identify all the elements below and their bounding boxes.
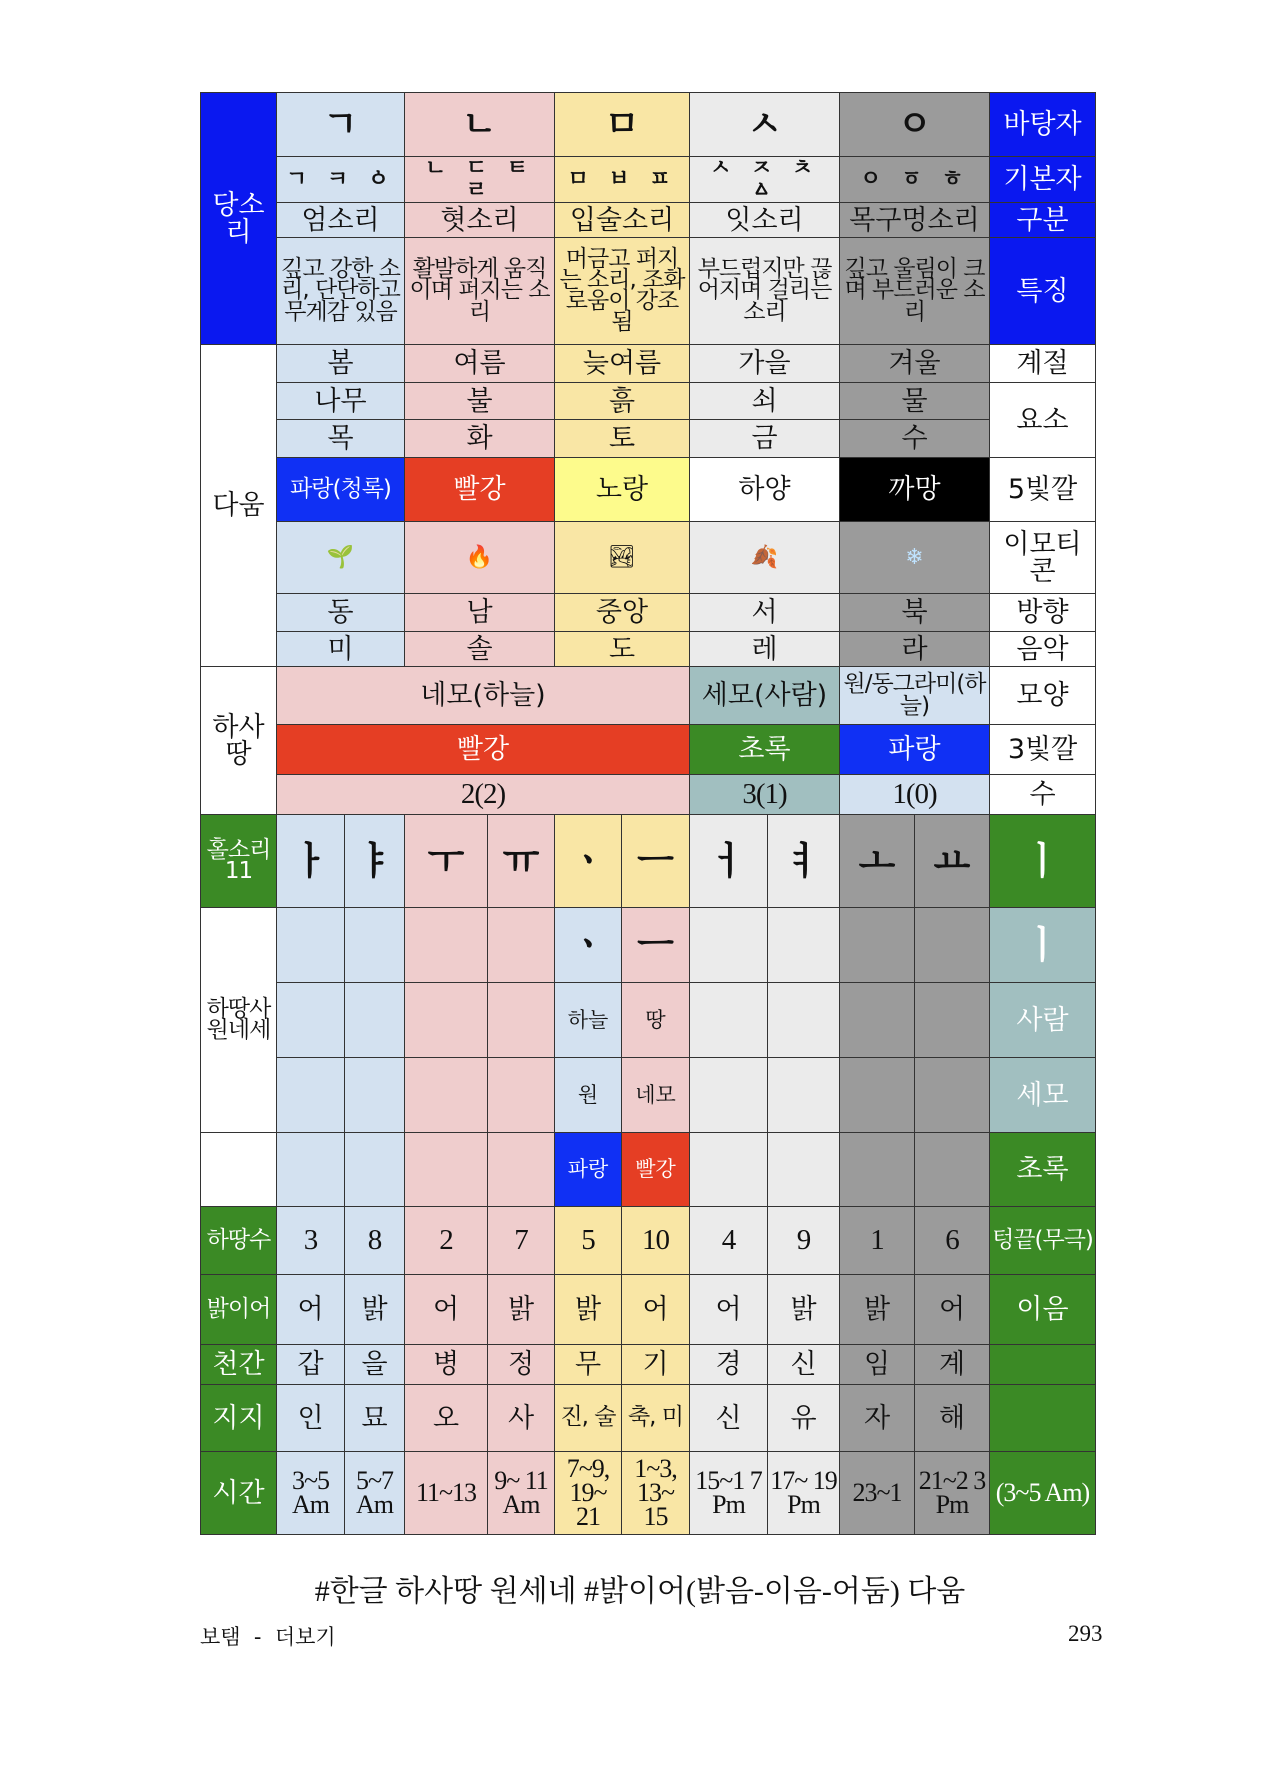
element-hanja-cell: 화 (405, 420, 555, 458)
empty-cell (277, 908, 345, 983)
number-cell: 6 (915, 1207, 990, 1275)
color-swatch-cell: 노랑 (555, 458, 690, 522)
snowflake-icon: ❄ (840, 522, 990, 594)
empty-cell (488, 1133, 555, 1207)
section-label-holsori: 홀소리 11 (200, 815, 277, 908)
element-hanja-cell: 목 (277, 420, 405, 458)
music-note-cell: 도 (555, 632, 690, 667)
empty-cell (840, 1058, 915, 1133)
three-color-cell: 초록 (690, 725, 840, 775)
empty-cell (915, 983, 990, 1058)
empty-cell (915, 908, 990, 983)
music-note-cell: 솔 (405, 632, 555, 667)
season-cell: 늦여름 (555, 345, 690, 383)
vowel-i-cell: ㅣ (990, 815, 1096, 908)
row-label-batangja: 바탕자 (990, 92, 1096, 157)
seedling-icon: 🌱 (277, 522, 405, 594)
gubun-cell: 혓소리 (405, 203, 555, 238)
teukjing-cell: 머금고 퍼지는 소리, 조화로움이 강조됨 (555, 238, 690, 345)
vowel-cell: ㅜ (405, 815, 488, 908)
vowel-i-person-cell: ㅣ (990, 908, 1096, 983)
gubun-cell: 잇소리 (690, 203, 840, 238)
element-hanja-cell: 금 (690, 420, 840, 458)
number-cell: 7 (488, 1207, 555, 1275)
time-cell: 1~3, 13~ 15 (622, 1452, 690, 1535)
shape-cell: 원/동그라미(하늘) (840, 667, 990, 725)
heavenly-stem-cell: 갑 (277, 1345, 345, 1385)
earthly-branch-cell: 묘 (345, 1385, 405, 1452)
batangja-cell: ㅁ (555, 92, 690, 157)
balgieo-cell: 어 (690, 1275, 768, 1345)
row-label-gubun: 구분 (990, 203, 1096, 238)
season-cell: 여름 (405, 345, 555, 383)
empty-cell (690, 983, 768, 1058)
earthly-branch-cell: 신 (690, 1385, 768, 1452)
row-label-bitkkal3: 3빛깔 (990, 725, 1096, 775)
row-label-gibonja: 기본자 (990, 157, 1096, 203)
three-color-cell: 빨강 (277, 725, 690, 775)
row-label-su: 수 (990, 775, 1096, 815)
balgieo-cell: 어 (622, 1275, 690, 1345)
heavenly-stem-cell: 경 (690, 1345, 768, 1385)
heavenly-stem-cell: 기 (622, 1345, 690, 1385)
row-label-chorok: 초록 (990, 1133, 1096, 1207)
empty-cell (690, 908, 768, 983)
row-label-saram: 사람 (990, 983, 1096, 1058)
empty-cell (488, 1058, 555, 1133)
national-park-icon: 🏞 (555, 522, 690, 594)
balgieo-cell: 밝 (555, 1275, 622, 1345)
heavenly-stem-cell: 신 (768, 1345, 840, 1385)
vowel-cell: ㅓ (690, 815, 768, 908)
number-cell: 5 (555, 1207, 622, 1275)
row-label-teonggeut: 텅끝(무극) (990, 1207, 1096, 1275)
square-shape-cell: 네모 (622, 1058, 690, 1133)
section-label-hasattang: 하사땅 (200, 667, 277, 815)
earthly-branch-cell: 자 (840, 1385, 915, 1452)
color-swatch-cell: 까망 (840, 458, 990, 522)
heavenly-stem-cell: 임 (840, 1345, 915, 1385)
batangja-cell: ㅇ (840, 92, 990, 157)
teukjing-cell: 활발하게 움직이며 퍼지는 소리 (405, 238, 555, 345)
element-cell: 흙 (555, 383, 690, 420)
count-cell: 1(0) (840, 775, 990, 815)
gibonja-cell: ㅁ ㅂ ㅍ (555, 157, 690, 203)
element-cell: 나무 (277, 383, 405, 420)
earthly-branch-cell: 인 (277, 1385, 345, 1452)
count-cell: 2(2) (277, 775, 690, 815)
row-label-gyejeol: 계절 (990, 345, 1096, 383)
section-label-hattangsa: 하땅사 원네세 (200, 908, 277, 1133)
teukjing-cell: 깊고 울림이 크며 부드러운 소리 (840, 238, 990, 345)
time-cell: 23~1 (840, 1452, 915, 1535)
teukjing-cell: 깊고 강한 소리, 단단하고 무게감 있음 (277, 238, 405, 345)
row-label-eumak: 음악 (990, 632, 1096, 667)
direction-cell: 서 (690, 594, 840, 632)
number-cell: 2 (405, 1207, 488, 1275)
shape-cell: 네모(하늘) (277, 667, 690, 725)
row-label-semo: 세모 (990, 1058, 1096, 1133)
time-cell: 21~2 3 Pm (915, 1452, 990, 1535)
number-cell: 10 (622, 1207, 690, 1275)
row-label-sigan_val: (3~5 Am) (990, 1452, 1096, 1535)
section-label-dangsori: 당소리 (200, 92, 277, 345)
music-note-cell: 레 (690, 632, 840, 667)
balgieo-cell: 밝 (768, 1275, 840, 1345)
vowel-cell: ㅕ (768, 815, 840, 908)
row-label-cheongan_blank (990, 1345, 1096, 1385)
gubun-cell: 엄소리 (277, 203, 405, 238)
time-cell: 17~ 19 Pm (768, 1452, 840, 1535)
empty-label-cell (200, 1133, 277, 1207)
section-label-sigan: 시간 (200, 1452, 277, 1535)
time-cell: 11~13 (405, 1452, 488, 1535)
earthly-branch-cell: 유 (768, 1385, 840, 1452)
section-label-jiji: 지지 (200, 1385, 277, 1452)
count-cell: 3(1) (690, 775, 840, 815)
empty-cell (840, 908, 915, 983)
heavenly-stem-cell: 무 (555, 1345, 622, 1385)
section-label-balgieo: 밝이어 (200, 1275, 277, 1345)
section-label-cheongan: 천간 (200, 1345, 277, 1385)
empty-cell (277, 1133, 345, 1207)
row-label-jiji_blank (990, 1385, 1096, 1452)
balgieo-cell: 어 (915, 1275, 990, 1345)
batangja-cell: ㄱ (277, 92, 405, 157)
row-label-bitkkal5: 5빛깔 (990, 458, 1096, 522)
color-swatch-cell: 하양 (690, 458, 840, 522)
gibonja-cell: ㄴ ㄷ ㅌ ㄹ (405, 157, 555, 203)
empty-cell (768, 908, 840, 983)
empty-cell (915, 1133, 990, 1207)
empty-cell (345, 983, 405, 1058)
heavenly-stem-cell: 을 (345, 1345, 405, 1385)
empty-cell (277, 1058, 345, 1133)
vowel-cell: ㅗ (840, 815, 915, 908)
music-note-cell: 미 (277, 632, 405, 667)
earthly-branch-cell: 축, 미 (622, 1385, 690, 1452)
row-label-banghyang: 방향 (990, 594, 1096, 632)
balgieo-cell: 밝 (345, 1275, 405, 1345)
vowel-cell: ㅛ (915, 815, 990, 908)
element-cell: 물 (840, 383, 990, 420)
earthly-branch-cell: 사 (488, 1385, 555, 1452)
blue-color-cell: 파랑 (555, 1133, 622, 1207)
season-cell: 가을 (690, 345, 840, 383)
three-color-cell: 파랑 (840, 725, 990, 775)
empty-cell (915, 1058, 990, 1133)
batangja-cell: ㅅ (690, 92, 840, 157)
row-label-moyang: 모양 (990, 667, 1096, 725)
red-color-cell: 빨강 (622, 1133, 690, 1207)
empty-cell (345, 1133, 405, 1207)
time-cell: 9~ 11 Am (488, 1452, 555, 1535)
fallen-leaf-icon: 🍂 (690, 522, 840, 594)
earth-name-cell: 땅 (622, 983, 690, 1058)
empty-cell (840, 983, 915, 1058)
gibonja-cell: ㅇ ㆆ ㅎ (840, 157, 990, 203)
direction-cell: 동 (277, 594, 405, 632)
teukjing-cell: 부드럽지만 끊어지며 걸리는 소리 (690, 238, 840, 345)
vowel-cell: ㅑ (345, 815, 405, 908)
gibonja-cell: ㅅ ㅈ ㅊ ㅿ (690, 157, 840, 203)
vowel-cell: ㆍ (555, 815, 622, 908)
earthly-branch-cell: 해 (915, 1385, 990, 1452)
direction-cell: 남 (405, 594, 555, 632)
element-cell: 불 (405, 383, 555, 420)
color-swatch-cell: 파랑(청록) (277, 458, 405, 522)
gibonja-cell: ㄱ ㅋ ㆁ (277, 157, 405, 203)
number-cell: 1 (840, 1207, 915, 1275)
time-cell: 3~5 Am (277, 1452, 345, 1535)
empty-cell (488, 983, 555, 1058)
empty-cell (768, 1058, 840, 1133)
earthly-branch-cell: 오 (405, 1385, 488, 1452)
vowel-cell: ㅏ (277, 815, 345, 908)
earthly-branch-cell: 진, 술 (555, 1385, 622, 1452)
gubun-cell: 입술소리 (555, 203, 690, 238)
empty-cell (840, 1133, 915, 1207)
number-cell: 3 (277, 1207, 345, 1275)
row-label-yoso: 요소 (990, 383, 1096, 458)
empty-cell (405, 908, 488, 983)
balgieo-cell: 밝 (840, 1275, 915, 1345)
color-swatch-cell: 빨강 (405, 458, 555, 522)
balgieo-cell: 어 (405, 1275, 488, 1345)
music-note-cell: 라 (840, 632, 990, 667)
empty-cell (345, 1058, 405, 1133)
row-label-ieum: 이음 (990, 1275, 1096, 1345)
vowel-cell: ㅡ (622, 815, 690, 908)
time-cell: 15~1 7 Pm (690, 1452, 768, 1535)
empty-cell (405, 1133, 488, 1207)
direction-cell: 북 (840, 594, 990, 632)
element-hanja-cell: 수 (840, 420, 990, 458)
empty-cell (405, 983, 488, 1058)
shape-cell: 세모(사람) (690, 667, 840, 725)
empty-cell (690, 1133, 768, 1207)
season-cell: 겨울 (840, 345, 990, 383)
heaven-name-cell: 하늘 (555, 983, 622, 1058)
batangja-cell: ㄴ (405, 92, 555, 157)
balgieo-cell: 밝 (488, 1275, 555, 1345)
heavenly-stem-cell: 계 (915, 1345, 990, 1385)
empty-cell (690, 1058, 768, 1133)
heavenly-stem-cell: 정 (488, 1345, 555, 1385)
figure-caption: #한글 하사땅 원세네 #밝이어(밝음-이음-어둠) 다움 (314, 1575, 966, 1608)
fire-icon: 🔥 (405, 522, 555, 594)
heaven-dot-cell: ㆍ (555, 908, 622, 983)
heavenly-stem-cell: 병 (405, 1345, 488, 1385)
number-cell: 9 (768, 1207, 840, 1275)
gubun-cell: 목구멍소리 (840, 203, 990, 238)
row-label-teukjing: 특징 (990, 238, 1096, 345)
empty-cell (768, 1133, 840, 1207)
hangul-chart-table (202, 92, 1096, 1535)
number-cell: 4 (690, 1207, 768, 1275)
circle-shape-cell: 원 (555, 1058, 622, 1133)
time-cell: 5~7 Am (345, 1452, 405, 1535)
direction-cell: 중앙 (555, 594, 690, 632)
section-label-hattang_su: 하땅수 (200, 1207, 277, 1275)
vowel-cell: ㅠ (488, 815, 555, 908)
empty-cell (405, 1058, 488, 1133)
section-label-daum: 다움 (200, 345, 277, 667)
season-cell: 봄 (277, 345, 405, 383)
number-cell: 8 (345, 1207, 405, 1275)
footer-section-title: 보탬 - 더보기 (200, 1625, 336, 1649)
empty-cell (768, 983, 840, 1058)
earth-line-cell: ㅡ (622, 908, 690, 983)
element-cell: 쇠 (690, 383, 840, 420)
empty-cell (345, 908, 405, 983)
element-hanja-cell: 토 (555, 420, 690, 458)
empty-cell (277, 983, 345, 1058)
row-label-emoticon: 이모티콘 (990, 522, 1096, 594)
empty-cell (488, 908, 555, 983)
time-cell: 7~9, 19~ 21 (555, 1452, 622, 1535)
balgieo-cell: 어 (277, 1275, 345, 1345)
page-number: 293 (1068, 1621, 1103, 1646)
